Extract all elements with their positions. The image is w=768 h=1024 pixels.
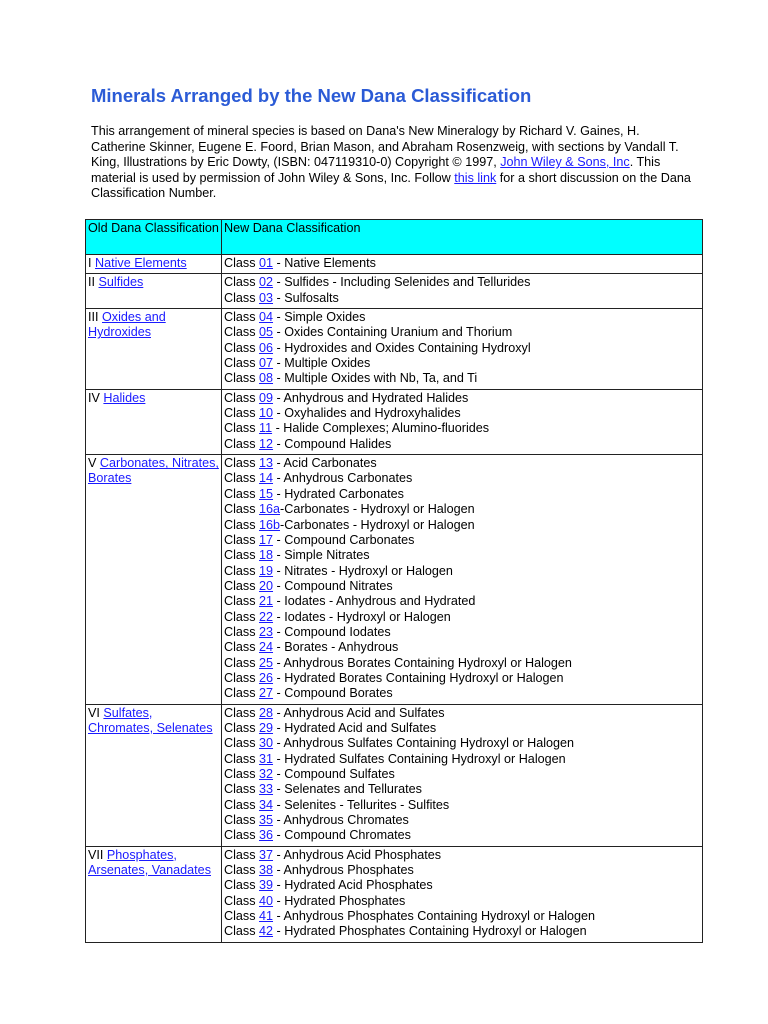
- class-label: Class: [224, 371, 256, 386]
- class-label: Class: [224, 456, 256, 471]
- intro-text: for a short discussion on the Dana Classification Number.: [91, 170, 691, 200]
- group-numeral: II: [88, 275, 95, 290]
- class-line: [224, 782, 700, 797]
- class-number-link[interactable]: 42: [259, 924, 274, 939]
- class-separator: -: [273, 797, 285, 812]
- class-number-link[interactable]: 01: [259, 256, 274, 270]
- class-line: [224, 487, 700, 502]
- class-description: Multiple Oxides with Nb, Ta, and Ti: [284, 371, 478, 386]
- class-separator: -: [273, 863, 284, 878]
- class-separator: -: [273, 563, 285, 578]
- table-row: [86, 455, 703, 705]
- class-number-link[interactable]: 08: [259, 371, 274, 386]
- class-line: [224, 391, 700, 406]
- group-numeral: VII: [88, 847, 104, 862]
- class-number-link[interactable]: 35: [259, 813, 274, 828]
- class-number-link[interactable]: 29: [259, 720, 274, 735]
- class-description: Hydrated Acid Phosphates: [284, 878, 433, 893]
- class-label: Class: [224, 878, 256, 893]
- class-separator: -: [273, 371, 285, 386]
- class-line: [224, 610, 700, 625]
- class-number-link[interactable]: 03: [259, 290, 274, 305]
- header-old-dana: Old Dana Classification: [86, 220, 222, 255]
- class-line: [224, 502, 700, 517]
- class-description: Carbonates - Hydroxyl or Halogen: [284, 517, 475, 532]
- class-line: [224, 594, 700, 609]
- class-label: Class: [224, 594, 256, 609]
- new-dana-cell: [222, 274, 703, 309]
- class-number-link[interactable]: 02: [259, 275, 274, 290]
- class-separator: -: [273, 640, 285, 655]
- class-description: Iodates - Hydroxyl or Halogen: [284, 609, 451, 624]
- class-number-link[interactable]: 38: [259, 863, 274, 878]
- group-numeral: I: [88, 256, 92, 270]
- class-label: Class: [224, 686, 256, 701]
- class-line: [224, 275, 700, 290]
- class-line: [224, 437, 700, 452]
- intro-paragraph: [91, 124, 691, 202]
- class-line: [224, 813, 700, 828]
- class-line: [224, 798, 700, 813]
- class-number-link[interactable]: 07: [259, 356, 274, 371]
- class-label: Class: [224, 471, 256, 486]
- class-line: [224, 656, 700, 671]
- class-description: Compound Carbonates: [284, 532, 415, 547]
- class-line: [224, 256, 700, 271]
- class-number-link[interactable]: 31: [259, 751, 274, 766]
- class-description: Iodates - Anhydrous and Hydrated: [284, 594, 476, 609]
- class-description: Compound Halides: [284, 436, 392, 451]
- class-number-link[interactable]: 36: [259, 828, 274, 843]
- class-line: [224, 471, 700, 486]
- class-line: [224, 767, 700, 782]
- class-number-link[interactable]: 27: [259, 686, 274, 701]
- class-separator: -: [273, 340, 285, 355]
- group-numeral: V: [88, 456, 97, 471]
- class-separator: -: [273, 275, 285, 290]
- class-number-link[interactable]: 24: [259, 640, 274, 655]
- class-separator: -: [273, 782, 285, 797]
- group-link[interactable]: Halides: [103, 390, 146, 405]
- class-line: [224, 518, 700, 533]
- group-link[interactable]: Phosphates, Arsenates, Vanadates: [88, 847, 211, 878]
- class-separator: -: [273, 436, 285, 451]
- class-description: Halide Complexes; Alumino-fluorides: [283, 421, 490, 436]
- class-separator: -: [280, 502, 285, 517]
- class-description: Compound Nitrates: [284, 578, 393, 593]
- class-separator: -: [273, 456, 284, 471]
- class-description: Hydrated Carbonates: [284, 486, 404, 501]
- class-line: [224, 640, 700, 655]
- class-number-link[interactable]: 26: [259, 670, 274, 685]
- class-line: [224, 456, 700, 471]
- class-label: Class: [224, 736, 256, 751]
- class-line: [224, 909, 700, 924]
- old-dana-cell: [86, 389, 222, 454]
- class-description: Hydrated Phosphates: [284, 893, 406, 908]
- class-number-link[interactable]: 39: [259, 878, 274, 893]
- table-row: [86, 389, 703, 454]
- intro-text: . This material is used by permission of John Wiley & Sons, Inc. Follow: [91, 155, 661, 185]
- class-number-link[interactable]: 10: [259, 406, 274, 421]
- class-description: Hydrated Acid and Sulfates: [284, 720, 437, 735]
- class-separator: -: [273, 751, 285, 766]
- class-separator: -: [273, 736, 284, 751]
- class-label: Class: [224, 624, 256, 639]
- class-line: [224, 325, 700, 340]
- class-line: [224, 310, 700, 325]
- class-label: Class: [224, 517, 256, 532]
- class-line: [224, 863, 700, 878]
- class-description: Acid Carbonates: [283, 456, 377, 471]
- class-description: Nitrates - Hydroxyl or Halogen: [284, 563, 453, 578]
- class-description: Compound Sulfates: [284, 767, 395, 781]
- class-description: Anhydrous Phosphates Containing Hydroxyl or Halogen: [283, 909, 596, 924]
- class-number-link[interactable]: 21: [259, 594, 274, 609]
- class-label: Class: [224, 909, 256, 924]
- group-numeral: VI: [88, 705, 100, 720]
- class-line: [224, 579, 700, 594]
- class-description: Multiple Oxides: [284, 356, 371, 371]
- class-separator: -: [273, 705, 284, 720]
- table-row: [86, 704, 703, 846]
- wiley-link[interactable]: John Wiley & Sons, Inc: [500, 155, 630, 169]
- table-row: [86, 255, 703, 274]
- class-label: Class: [224, 813, 256, 828]
- class-separator: -: [273, 624, 285, 639]
- class-line: [224, 356, 700, 371]
- class-line: [224, 878, 700, 893]
- class-line: [224, 721, 700, 736]
- class-number-link[interactable]: 14: [259, 471, 274, 486]
- class-separator: -: [273, 406, 285, 421]
- class-label: Class: [224, 325, 256, 340]
- class-separator: -: [272, 421, 284, 436]
- class-description: Native Elements: [284, 256, 376, 270]
- group-link[interactable]: Sulfides: [98, 275, 144, 290]
- group-numeral: III: [88, 310, 99, 325]
- class-number-link[interactable]: 28: [259, 705, 274, 720]
- class-label: Class: [224, 782, 256, 797]
- class-label: Class: [224, 640, 256, 655]
- class-description: Carbonates - Hydroxyl or Halogen: [284, 502, 475, 517]
- class-line: [224, 548, 700, 563]
- class-separator: -: [273, 310, 285, 325]
- table-row: [86, 846, 703, 942]
- class-description: Simple Oxides: [284, 310, 366, 325]
- class-number-link[interactable]: 30: [259, 736, 274, 751]
- class-number-link[interactable]: 33: [259, 782, 274, 797]
- class-number-link[interactable]: 17: [259, 532, 274, 547]
- group-link[interactable]: Oxides and Hydroxides: [88, 310, 166, 340]
- class-label: Class: [224, 502, 256, 517]
- class-line: [224, 706, 700, 721]
- class-number-link[interactable]: 18: [259, 548, 274, 563]
- class-line: [224, 421, 700, 436]
- class-description: Anhydrous Acid and Sulfates: [283, 705, 445, 720]
- class-number-link[interactable]: 12: [259, 436, 274, 451]
- class-number-link[interactable]: 25: [259, 655, 274, 670]
- new-dana-cell: [222, 389, 703, 454]
- class-label: Class: [224, 797, 256, 812]
- class-line: [224, 625, 700, 640]
- class-number-link[interactable]: 23: [259, 624, 274, 639]
- old-dana-cell: [86, 255, 222, 274]
- class-separator: -: [273, 655, 284, 670]
- class-number-link[interactable]: 16b: [259, 517, 281, 532]
- new-dana-cell: [222, 704, 703, 846]
- class-number-link[interactable]: 13: [259, 456, 274, 471]
- class-label: Class: [224, 406, 256, 421]
- class-label: Class: [224, 548, 256, 563]
- class-number-link[interactable]: 40: [259, 893, 274, 908]
- class-description: Anhydrous Phosphates: [283, 863, 414, 878]
- class-label: Class: [224, 290, 256, 305]
- class-label: Class: [224, 421, 256, 436]
- group-link[interactable]: Sulfates, Chromates, Selenates: [88, 705, 213, 735]
- class-line: [224, 848, 700, 863]
- class-number-link[interactable]: 05: [259, 325, 274, 340]
- old-dana-cell: [86, 846, 222, 942]
- class-separator: -: [273, 594, 285, 609]
- class-line: [224, 291, 700, 306]
- class-line: [224, 406, 700, 421]
- class-label: Class: [224, 563, 256, 578]
- class-separator: -: [273, 909, 284, 924]
- class-description: Selenites - Tellurites - Sulfites: [284, 797, 450, 812]
- old-dana-cell: [86, 309, 222, 390]
- class-description: Anhydrous Acid Phosphates: [283, 847, 442, 862]
- class-separator: -: [273, 325, 285, 340]
- class-number-link[interactable]: 32: [259, 767, 274, 781]
- class-label: Class: [224, 655, 256, 670]
- class-label: Class: [224, 828, 256, 843]
- class-label: Class: [224, 486, 256, 501]
- class-number-link[interactable]: 34: [259, 797, 274, 812]
- class-line: [224, 371, 700, 386]
- this-link[interactable]: this link: [454, 170, 497, 185]
- class-description: Oxyhalides and Hydroxyhalides: [284, 406, 461, 421]
- class-label: Class: [224, 751, 256, 766]
- class-separator: -: [273, 290, 285, 305]
- table-row: [86, 274, 703, 309]
- class-separator: -: [273, 532, 285, 547]
- class-description: Borates - Anhydrous: [284, 640, 399, 655]
- class-line: [224, 564, 700, 579]
- class-number-link[interactable]: 15: [259, 486, 274, 501]
- group-link[interactable]: Carbonates, Nitrates, Borates: [88, 456, 219, 486]
- new-dana-cell: [222, 455, 703, 705]
- class-line: [224, 736, 700, 751]
- class-number-link[interactable]: 16a: [259, 502, 281, 517]
- class-line: [224, 671, 700, 686]
- class-label: Class: [224, 720, 256, 735]
- class-separator: -: [273, 256, 285, 270]
- class-separator: -: [273, 828, 285, 843]
- class-number-link[interactable]: 04: [259, 310, 274, 325]
- table-header-row: [86, 220, 703, 255]
- class-number-link[interactable]: 19: [259, 563, 274, 578]
- page-title: Minerals Arranged by the New Dana Classification: [91, 85, 532, 106]
- table-row: [86, 309, 703, 390]
- class-label: Class: [224, 609, 256, 624]
- class-number-link[interactable]: 20: [259, 578, 274, 593]
- class-label: Class: [224, 275, 256, 290]
- class-description: Compound Chromates: [284, 828, 411, 843]
- class-separator: -: [273, 720, 285, 735]
- class-description: Anhydrous Sulfates Containing Hydroxyl or Halogen: [283, 736, 575, 751]
- classification-table: [85, 219, 703, 943]
- class-separator: -: [273, 609, 285, 624]
- class-number-link[interactable]: 41: [259, 909, 274, 924]
- class-number-link[interactable]: 06: [259, 340, 274, 355]
- old-dana-cell: [86, 455, 222, 705]
- class-description: Sulfosalts: [284, 290, 339, 305]
- class-description: Compound Iodates: [284, 624, 391, 639]
- class-line: [224, 752, 700, 767]
- class-separator: -: [273, 356, 285, 371]
- class-separator: -: [280, 517, 285, 532]
- group-link[interactable]: Native Elements: [95, 256, 187, 270]
- class-number-link[interactable]: 22: [259, 609, 274, 624]
- class-label: Class: [224, 767, 256, 781]
- class-description: Anhydrous and Hydrated Halides: [283, 390, 469, 405]
- class-label: Class: [224, 847, 256, 862]
- class-line: [224, 828, 700, 843]
- class-line: [224, 894, 700, 909]
- class-label: Class: [224, 532, 256, 547]
- class-description: Hydrated Phosphates Containing Hydroxyl or Halogen: [284, 924, 587, 939]
- new-dana-cell: [222, 309, 703, 390]
- class-separator: -: [273, 486, 285, 501]
- class-description: Hydroxides and Oxides Containing Hydroxyl: [284, 340, 531, 355]
- class-separator: -: [273, 578, 285, 593]
- new-dana-cell: [222, 255, 703, 274]
- class-label: Class: [224, 390, 256, 405]
- class-separator: -: [273, 893, 285, 908]
- class-description: Oxides Containing Uranium and Thorium: [284, 325, 513, 340]
- class-separator: -: [273, 548, 285, 563]
- group-numeral: IV: [88, 390, 100, 405]
- class-separator: -: [273, 670, 285, 685]
- class-label: Class: [224, 310, 256, 325]
- class-label: Class: [224, 578, 256, 593]
- class-description: Selenates and Tellurates: [284, 782, 422, 797]
- class-separator: -: [273, 813, 284, 828]
- class-line: [224, 341, 700, 356]
- class-description: Anhydrous Chromates: [283, 813, 409, 828]
- class-separator: -: [273, 878, 285, 893]
- class-separator: -: [273, 767, 285, 781]
- class-description: Simple Nitrates: [284, 548, 370, 563]
- intro-text: This arrangement of mineral species is based on Dana's New Mineralogy by Richard V. Gaines, H. Catherine Skinner, Eugene E. Foord, Brian Mason, and Abraham Rosenzweig, with sections by Vandall T. King, Illustrations by Eric Dowty, (ISBN: 047119310-0) Copyright © 1997,: [91, 124, 679, 169]
- class-separator: -: [273, 924, 285, 939]
- class-label: Class: [224, 893, 256, 908]
- class-description: Compound Borates: [284, 686, 393, 701]
- old-dana-cell: [86, 704, 222, 846]
- class-separator: -: [273, 471, 284, 486]
- new-dana-cell: [222, 846, 703, 942]
- class-number-link[interactable]: 11: [259, 421, 273, 436]
- class-label: Class: [224, 340, 256, 355]
- class-line: [224, 533, 700, 548]
- class-label: Class: [224, 436, 256, 451]
- class-label: Class: [224, 863, 256, 878]
- class-label: Class: [224, 924, 256, 939]
- header-new-dana: New Dana Classification: [222, 220, 703, 255]
- class-separator: -: [273, 390, 284, 405]
- class-line: [224, 924, 700, 939]
- class-description: Hydrated Borates Containing Hydroxyl or Halogen: [284, 670, 564, 685]
- class-number-link[interactable]: 09: [259, 390, 274, 405]
- class-label: Class: [224, 256, 256, 270]
- class-description: Anhydrous Borates Containing Hydroxyl or Halogen: [283, 655, 572, 670]
- class-separator: -: [273, 847, 284, 862]
- class-line: [224, 686, 700, 701]
- class-description: Sulfides - Including Selenides and Tellurides: [284, 275, 531, 290]
- class-label: Class: [224, 670, 256, 685]
- class-label: Class: [224, 705, 256, 720]
- old-dana-cell: [86, 274, 222, 309]
- class-separator: -: [273, 686, 285, 701]
- class-number-link[interactable]: 37: [259, 847, 274, 862]
- class-description: Anhydrous Carbonates: [283, 471, 413, 486]
- class-description: Hydrated Sulfates Containing Hydroxyl or Halogen: [284, 751, 566, 766]
- class-label: Class: [224, 356, 256, 371]
